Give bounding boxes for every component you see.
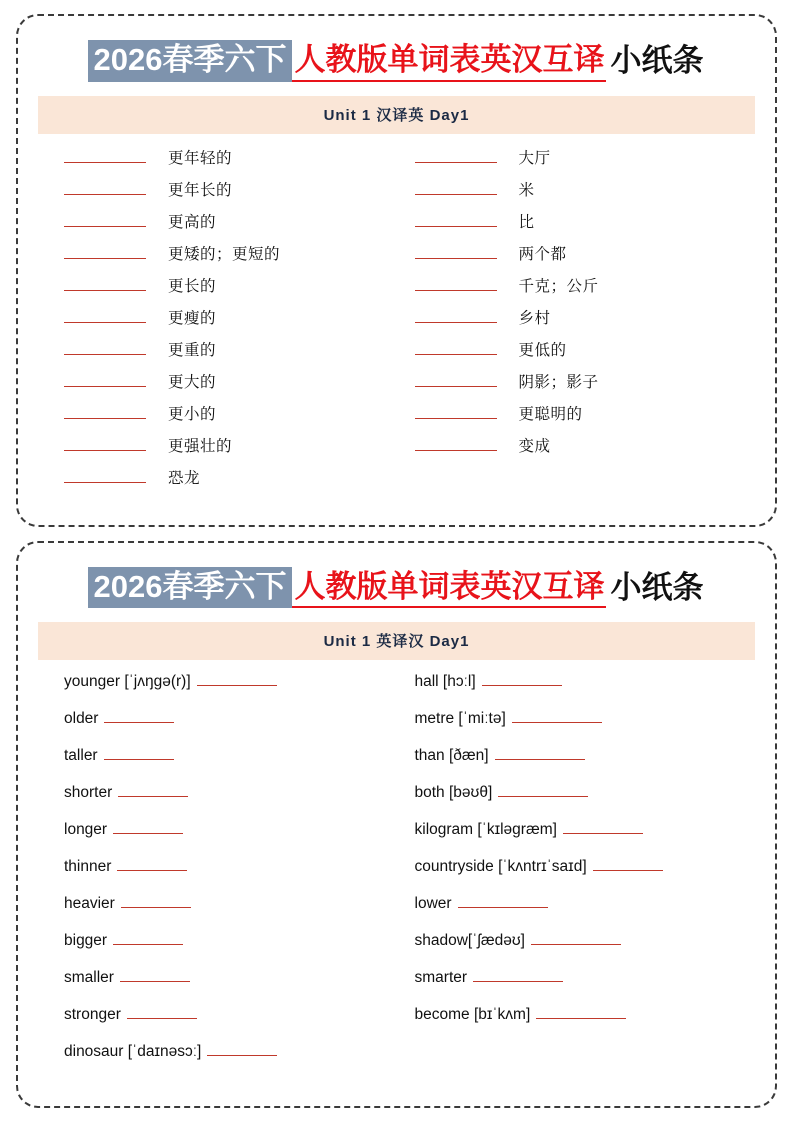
chinese-word: 更年轻的 <box>168 149 233 167</box>
translation-row <box>64 931 397 968</box>
english-word: countryside [ˈkʌntrɪˈsaɪd] <box>414 858 587 876</box>
english-word: bigger <box>64 932 108 950</box>
answer-blank[interactable] <box>473 968 563 982</box>
answer-blank[interactable] <box>531 931 621 945</box>
chinese-word: 更强壮的 <box>168 437 233 455</box>
answer-blank[interactable] <box>104 709 174 723</box>
english-word: longer <box>64 821 108 839</box>
translation-row <box>64 306 397 338</box>
translation-row <box>415 857 756 894</box>
card-english-to-chinese <box>16 541 777 1109</box>
translation-row <box>64 672 397 709</box>
answer-blank[interactable] <box>415 276 497 291</box>
card1-title <box>38 40 755 82</box>
chinese-word: 千克；公斤 <box>518 277 599 295</box>
answer-blank[interactable] <box>415 244 497 259</box>
answer-blank[interactable] <box>127 1005 197 1019</box>
translation-row <box>415 746 756 783</box>
translation-row <box>64 370 397 402</box>
answer-blank[interactable] <box>495 746 585 760</box>
translation-row <box>415 274 756 306</box>
answer-blank[interactable] <box>536 1005 626 1019</box>
answer-blank[interactable] <box>113 820 183 834</box>
translation-row <box>415 894 756 931</box>
answer-blank[interactable] <box>64 308 146 323</box>
answer-blank[interactable] <box>415 180 497 195</box>
translation-row <box>64 274 397 306</box>
answer-blank[interactable] <box>64 404 146 419</box>
english-word: thinner <box>64 858 112 876</box>
answer-blank[interactable] <box>64 340 146 355</box>
answer-blank[interactable] <box>118 783 188 797</box>
translation-row <box>64 146 397 178</box>
chinese-word: 变成 <box>518 437 551 455</box>
english-word: kilogram [ˈkɪləɡræm] <box>414 821 557 839</box>
answer-blank[interactable] <box>64 276 146 291</box>
translation-row <box>415 709 756 746</box>
english-word: shadow[ˈʃædəʊ] <box>414 932 525 950</box>
translation-row <box>64 1042 397 1079</box>
chinese-word: 阴影；影子 <box>518 373 599 391</box>
translation-row <box>64 857 397 894</box>
translation-row <box>415 210 756 242</box>
translation-row <box>64 242 397 274</box>
answer-blank[interactable] <box>498 783 588 797</box>
english-word: than [ðæn] <box>414 747 489 765</box>
answer-blank[interactable] <box>120 968 190 982</box>
translation-row <box>415 968 756 1005</box>
chinese-word: 更高的 <box>168 213 217 231</box>
card1-unit-bar: Unit 1 汉译英 Day1 <box>38 96 755 134</box>
translation-row <box>415 402 756 434</box>
chinese-word: 米 <box>518 181 535 199</box>
english-word: shorter <box>64 784 113 802</box>
title-red-segment: 人教版单词表英汉互译 <box>292 567 606 609</box>
card2-title <box>38 567 755 609</box>
translation-row <box>64 210 397 242</box>
chinese-word: 更大的 <box>168 373 217 391</box>
answer-blank[interactable] <box>64 212 146 227</box>
chinese-word: 大厅 <box>518 149 551 167</box>
answer-blank[interactable] <box>64 436 146 451</box>
translation-row <box>64 338 397 370</box>
chinese-word: 乡村 <box>518 309 551 327</box>
translation-row <box>415 434 756 466</box>
answer-blank[interactable] <box>482 672 562 686</box>
answer-blank[interactable] <box>64 372 146 387</box>
translation-row <box>415 178 756 210</box>
title-black-segment: 小纸条 <box>610 43 704 78</box>
title-blue-segment: 2026春季六下 <box>88 40 293 82</box>
english-word: older <box>64 710 99 728</box>
english-word: smaller <box>64 969 114 987</box>
card1-right-column <box>397 146 756 507</box>
translation-row <box>64 466 397 498</box>
chinese-word: 更聪明的 <box>518 405 583 423</box>
answer-blank[interactable] <box>64 180 146 195</box>
english-word: taller <box>64 747 98 765</box>
translation-row <box>64 178 397 210</box>
answer-blank[interactable] <box>512 709 602 723</box>
translation-row <box>415 820 756 857</box>
title-blue-segment: 2026春季六下 <box>88 567 293 609</box>
title-black-segment: 小纸条 <box>610 569 704 605</box>
english-word: metre [ˈmiːtə] <box>414 710 506 728</box>
answer-blank[interactable] <box>64 244 146 259</box>
answer-blank[interactable] <box>121 894 191 908</box>
card2-unit-bar: Unit 1 英译汉 Day1 <box>38 622 755 660</box>
card2-left-column <box>38 672 397 1088</box>
translation-row <box>415 306 756 338</box>
answer-blank[interactable] <box>415 340 497 355</box>
answer-blank[interactable] <box>415 436 497 451</box>
translation-row <box>64 894 397 931</box>
card2-columns <box>38 666 755 1088</box>
answer-blank[interactable] <box>415 372 497 387</box>
chinese-word: 两个都 <box>518 245 567 263</box>
translation-row <box>415 146 756 178</box>
answer-blank[interactable] <box>415 212 497 227</box>
answer-blank[interactable] <box>64 148 146 163</box>
english-word: become [bɪˈkʌm] <box>414 1006 531 1024</box>
answer-blank[interactable] <box>415 404 497 419</box>
chinese-word: 更低的 <box>518 341 567 359</box>
english-word: younger [ˈjʌŋɡə(r)] <box>64 673 191 691</box>
card2-right-column <box>397 672 756 1088</box>
card1-left-column <box>38 146 397 507</box>
translation-row <box>64 968 397 1005</box>
translation-row <box>415 338 756 370</box>
translation-row <box>415 931 756 968</box>
english-word: stronger <box>64 1006 121 1024</box>
chinese-word: 更矮的；更短的 <box>168 245 281 263</box>
answer-blank[interactable] <box>593 857 663 871</box>
translation-row <box>64 402 397 434</box>
translation-row <box>64 783 397 820</box>
chinese-word: 比 <box>518 213 535 231</box>
translation-row <box>415 370 756 402</box>
chinese-word: 更年长的 <box>168 181 233 199</box>
translation-row <box>64 434 397 466</box>
english-word: lower <box>414 895 452 913</box>
english-word: hall [hɔːl] <box>414 673 476 691</box>
english-word: smarter <box>414 969 468 987</box>
english-word: dinosaur [ˈdaɪnəsɔː] <box>64 1043 202 1061</box>
translation-row <box>415 242 756 274</box>
chinese-word: 更小的 <box>168 405 217 423</box>
card-chinese-to-english <box>16 14 777 527</box>
translation-row <box>64 820 397 857</box>
answer-blank[interactable] <box>64 468 146 483</box>
chinese-word: 恐龙 <box>168 469 201 487</box>
translation-row <box>64 746 397 783</box>
answer-blank[interactable] <box>415 148 497 163</box>
answer-blank[interactable] <box>563 820 643 834</box>
english-word: both [bəʊθ] <box>414 784 493 802</box>
translation-row <box>415 672 756 709</box>
translation-row <box>415 1005 756 1042</box>
chinese-word: 更瘦的 <box>168 309 217 327</box>
answer-blank[interactable] <box>458 894 548 908</box>
answer-blank[interactable] <box>104 746 174 760</box>
answer-blank[interactable] <box>415 308 497 323</box>
title-red-segment: 人教版单词表英汉互译 <box>292 40 606 82</box>
answer-blank[interactable] <box>113 931 183 945</box>
translation-row <box>415 783 756 820</box>
answer-blank[interactable] <box>207 1042 277 1056</box>
translation-row <box>64 709 397 746</box>
chinese-word: 更长的 <box>168 277 217 295</box>
english-word: heavier <box>64 895 115 913</box>
chinese-word: 更重的 <box>168 341 217 359</box>
card1-columns <box>38 140 755 507</box>
answer-blank[interactable] <box>197 672 277 686</box>
translation-row <box>64 1005 397 1042</box>
answer-blank[interactable] <box>117 857 187 871</box>
